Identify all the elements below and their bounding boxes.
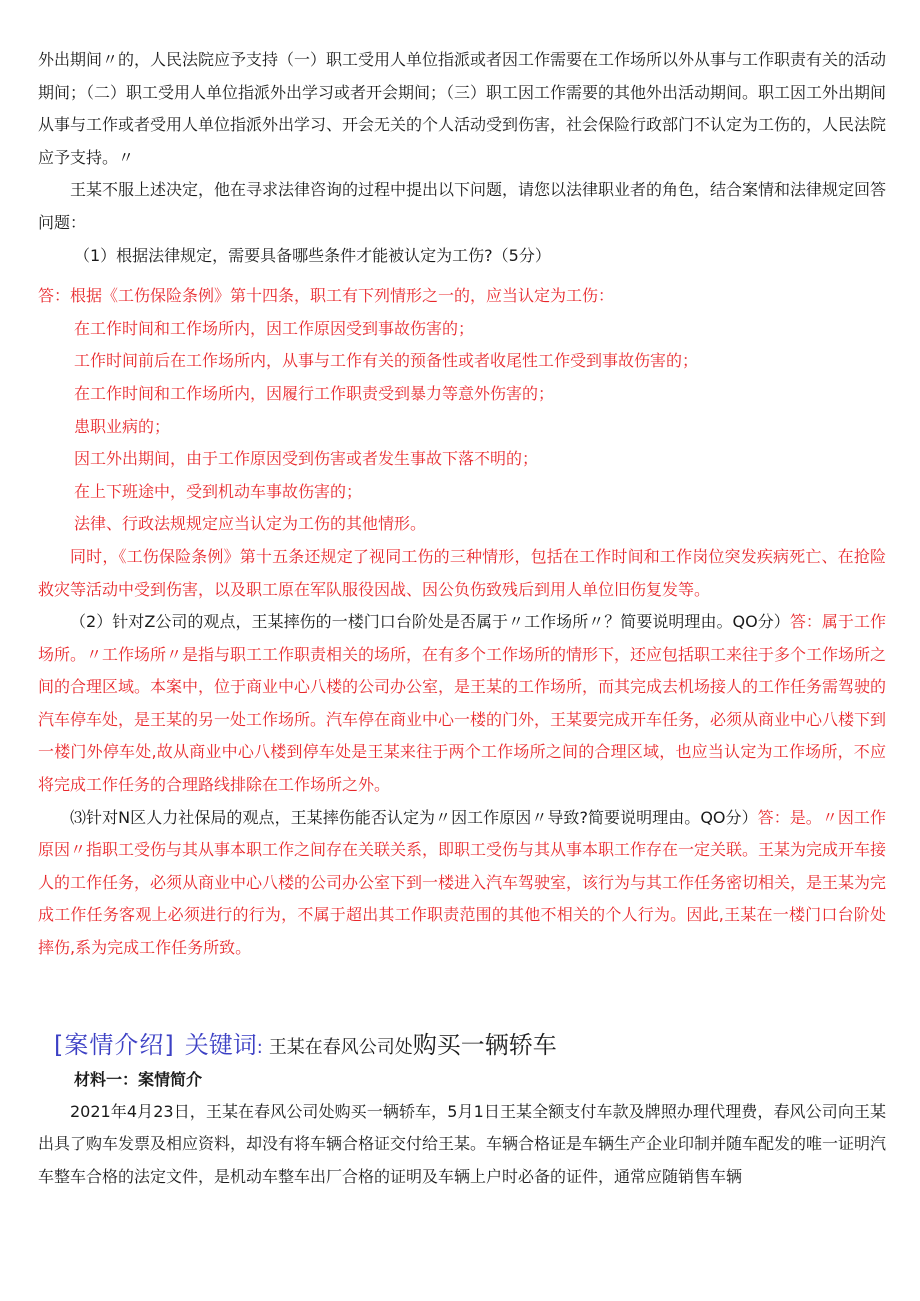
intro-paragraph: 外出期间〃的，人民法院应予支持（一）职工受用人单位指派或者因工作需要在工作场所以外从事与工作职责有关的活动期间；（二）职工受用人单位指派外出学习或者开会期间；（三）职工因工作需要的其他外出活动期间。职工因工外出期间从事与工作或者受用人单位指派外出学习、开会无关的个人活动受到伤害，社会保险行政部门不认定为工伤的，人民法院应予支持。〃 bbox=[38, 50, 887, 167]
answer-1-item: 法律、行政法规规定应当认定为工伤的其他情形。 bbox=[74, 514, 427, 534]
answer-1-item: 因工外出期间，由于工作原因受到伤害或者发生事故下落不明的； bbox=[74, 449, 539, 469]
answer-1-tail: 同时，《工伤保险条例》第十五条还规定了视同工伤的三种情形，包括在工作时间和工作岗位突发疾病死亡、在抢险救灾等活动中受到伤害，以及职工原在军队服役因战、因公负伤致残后到用人单位旧伤复发等。 bbox=[38, 546, 886, 599]
keyword-subject-emphasis: 购买一辆轿车 bbox=[412, 1030, 557, 1059]
answer-1-item: 患职业病的； bbox=[74, 416, 171, 436]
answer-1-lead: 答：根据《工伤保险条例》第十四条，职工有下列情形之一的，应当认定为工伤： bbox=[38, 286, 615, 306]
case-section-title bbox=[38, 1025, 886, 1060]
answer-1-item: 在上下班途中，受到机动车事故伤害的； bbox=[74, 481, 363, 501]
material-title: 材料一：案情简介 bbox=[74, 1069, 203, 1089]
question-intro: 王某不服上述决定，他在寻求法律咨询的过程中提出以下问题，请您以法律职业者的角色，结合案情和法律规定回答问题： bbox=[38, 180, 887, 232]
question-3: ⑶针对N区人力社保局的观点，王某摔伤能否认定为〃因工作原因〃导致?简要说明理由。QO分） bbox=[70, 807, 758, 827]
question-3-block bbox=[38, 802, 886, 965]
answer-1-item: 工作时间前后在工作场所内，从事与工作有关的预备性或者收尾性工作受到事故伤害的； bbox=[74, 351, 699, 371]
answer-1-list bbox=[38, 313, 886, 541]
case-body: 2021年4月23日，王某在春风公司处购买一辆轿车，5月1日王某全额支付车款及牌照办理代理费，春风公司向王某出具了购车发票及相应资料，却没有将车辆合格证交付给王某。车辆合格证是车辆生产企业印制并随车配发的唯一证明汽车整车合格的法定文件，是机动车整车出厂合格的证明及车辆上户时必备的证件，通常应随销售车辆 bbox=[38, 1101, 887, 1186]
keyword-subject: 王某在春风公司处 bbox=[268, 1036, 413, 1058]
question-2-block bbox=[38, 606, 886, 802]
answer-1-item: 在工作时间和工作场所内，因履行工作职责受到暴力等意外伤害的； bbox=[74, 383, 555, 403]
case-intro-label: [案情介绍] bbox=[54, 1030, 175, 1059]
answer-2: 答：属于工作场所。〃工作场所〃是指与职工工作职责相关的场所，在有多个工作场所的情形下，还应包括职工来往于多个工作场所之间的合理区域。本案中，位于商业中心八楼的公司办公室，是王某的工作场所，而其完成去机场接人的工作任务需驾驶的汽车停车处，是王某的另一处工作场所。汽车停在商业中心一楼的门外，王某要完成开车任务，必须从商业中心八楼下到一楼门外停车处,故从商业中心八楼到停车处是王某来往于两个工作场所之间的合理区域，也应当认定为工作场所，不应将完成工作任务的合理路线排除在工作场所之外。 bbox=[38, 612, 887, 795]
answer-1-item: 在工作时间和工作场所内，因工作原因受到事故伤害的； bbox=[74, 318, 475, 338]
document-page bbox=[38, 44, 886, 1193]
keyword-label: 关键词 bbox=[184, 1030, 257, 1059]
answer-3: 答：是。〃因工作原因〃指职工受伤与其从事本职工作之间存在关联关系，即职工受伤与其从事本职工作存在一定关联。王某为完成开车接人的工作任务，必须从商业中心八楼的公司办公室下到一楼进入汽车驾驶室，该行为与其工作任务密切相关，是王某为完成工作任务客观上必须进行的行为，不属于超出其工作职责范围的其他不相关的个人行为。因此,王某在一楼门口台阶处摔伤,系为完成工作任务所致。 bbox=[38, 807, 887, 958]
keyword-colon: : bbox=[256, 1036, 263, 1058]
question-2: （2）针对Z公司的观点，王某摔伤的一楼门口台阶处是否属于〃工作场所〃？简要说明理由。QO分） bbox=[70, 612, 790, 632]
question-1: （1）根据法律规定，需要具备哪些条件才能被认定为工伤?（5分） bbox=[74, 245, 551, 265]
